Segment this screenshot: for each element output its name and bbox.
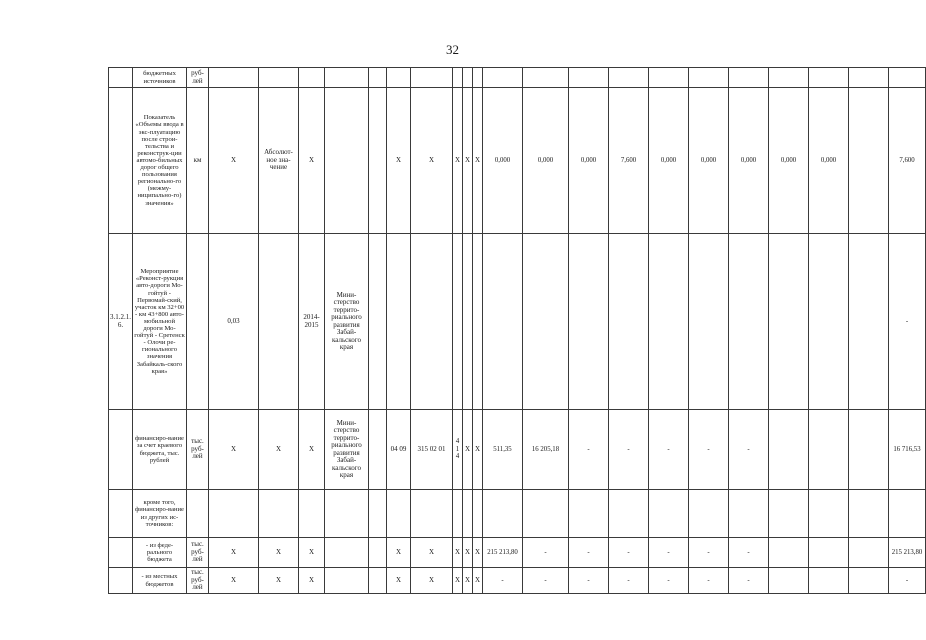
table-cell — [325, 68, 369, 88]
table-cell — [259, 490, 299, 538]
table-cell — [809, 410, 849, 490]
table-cell: X — [411, 568, 453, 594]
table-cell: X — [463, 88, 473, 234]
table-cell: 2014-2015 — [299, 234, 325, 410]
table-cell: - из феде-рального бюджета — [133, 538, 187, 568]
table-cell: - — [609, 538, 649, 568]
table-cell — [369, 410, 387, 490]
table-row — [109, 88, 926, 234]
table-cell: 215 213,80 — [889, 538, 926, 568]
table-cell: X — [259, 538, 299, 568]
table-cell: 7,600 — [889, 88, 926, 234]
table-cell — [889, 68, 926, 88]
table-cell — [209, 490, 259, 538]
table-cell — [569, 68, 609, 88]
table-cell — [729, 234, 769, 410]
table-cell: 0,000 — [649, 88, 689, 234]
table-cell — [187, 234, 209, 410]
table-cell: Мероприятие «Реконст-рукция авто-дороги Мо-гойтуй - Первомай-ский, участок км 32+00 - км 43+800 авто-мобильной дороги Мо-гойтуй - Сретенск - Олочи ре-гионального значения Забайкаль-ского края» — [133, 234, 187, 410]
table-cell — [609, 234, 649, 410]
table-cell — [369, 68, 387, 88]
table-cell: X — [387, 88, 411, 234]
table-cell: X — [259, 568, 299, 594]
table-cell — [109, 68, 133, 88]
table-cell — [523, 234, 569, 410]
table-cell: - — [729, 568, 769, 594]
table-cell: 0,000 — [569, 88, 609, 234]
table-cell: Показатель «Объемы ввода в экс-плуатацию после строи-тельства и реконструк-ции автомо-бильных дорог общего пользования регионально-го (межму-ниципально-го) значения» — [133, 88, 187, 234]
table-cell: X — [299, 538, 325, 568]
table-cell: - из местных бюджетов — [133, 568, 187, 594]
table-cell — [769, 538, 809, 568]
table-row — [109, 68, 926, 88]
table-cell — [889, 490, 926, 538]
table-cell: кроме того, финансиро-вание из других ис-точников: — [133, 490, 187, 538]
table-cell — [849, 538, 889, 568]
table-cell — [569, 234, 609, 410]
table-cell — [769, 410, 809, 490]
table-cell — [689, 490, 729, 538]
table-cell — [109, 88, 133, 234]
table-cell: X — [453, 88, 463, 234]
table-cell: 16 716,53 — [889, 410, 926, 490]
table-cell — [411, 68, 453, 88]
table-cell — [369, 538, 387, 568]
table-cell — [325, 538, 369, 568]
table-cell: 0,000 — [483, 88, 523, 234]
table-cell — [369, 568, 387, 594]
table-cell — [299, 490, 325, 538]
table-cell — [109, 410, 133, 490]
table-row — [109, 490, 926, 538]
table-cell: - — [649, 538, 689, 568]
table-cell — [729, 490, 769, 538]
table-cell — [299, 68, 325, 88]
table-cell: X — [473, 568, 483, 594]
table-cell: 0,000 — [769, 88, 809, 234]
table-cell: - — [649, 568, 689, 594]
table-cell: - — [729, 410, 769, 490]
table-cell — [849, 490, 889, 538]
table-cell — [453, 234, 463, 410]
table-cell: - — [523, 568, 569, 594]
table-cell — [259, 234, 299, 410]
table-cell — [729, 68, 769, 88]
table-cell — [649, 234, 689, 410]
table-cell: X — [299, 568, 325, 594]
table-cell — [769, 68, 809, 88]
table-cell — [209, 68, 259, 88]
table-cell: - — [569, 410, 609, 490]
table-cell: - — [689, 538, 729, 568]
table-row — [109, 234, 926, 410]
table-cell: X — [463, 538, 473, 568]
table-cell — [849, 68, 889, 88]
table-cell: - — [889, 568, 926, 594]
table-cell — [523, 68, 569, 88]
table-cell — [849, 88, 889, 234]
table-cell: X — [473, 410, 483, 490]
page-number: 32 — [446, 42, 459, 57]
table-cell: 0,000 — [809, 88, 849, 234]
table-cell: км — [187, 88, 209, 234]
table-cell: тыс. руб-лей — [187, 538, 209, 568]
table-cell — [769, 490, 809, 538]
table-cell: X — [463, 410, 473, 490]
table-cell: X — [473, 88, 483, 234]
table-cell: - — [609, 568, 649, 594]
table-cell: 7,600 — [609, 88, 649, 234]
table-cell: 16 205,18 — [523, 410, 569, 490]
table-cell: X — [411, 88, 453, 234]
table-cell — [483, 68, 523, 88]
table-row — [109, 538, 926, 568]
table-cell — [649, 68, 689, 88]
table-cell: - — [689, 568, 729, 594]
table-cell — [325, 490, 369, 538]
table-cell: бюджетных источников — [133, 68, 187, 88]
table-cell — [453, 68, 463, 88]
table-cell: - — [649, 410, 689, 490]
table-cell — [109, 538, 133, 568]
table-cell: 04 09 — [387, 410, 411, 490]
table-cell — [463, 68, 473, 88]
table-cell — [109, 568, 133, 594]
table-cell — [769, 234, 809, 410]
table-cell: - — [569, 538, 609, 568]
table-cell — [769, 568, 809, 594]
table-cell — [325, 88, 369, 234]
table-row — [109, 568, 926, 594]
table-cell: - — [523, 538, 569, 568]
table-cell: 315 02 01 — [411, 410, 453, 490]
table-cell — [473, 68, 483, 88]
table-cell — [259, 68, 299, 88]
table-cell: 4 1 4 — [453, 410, 463, 490]
table-cell — [463, 234, 473, 410]
table-cell: X — [209, 410, 259, 490]
table-cell: - — [569, 568, 609, 594]
table-cell: Абсолют-ное зна-чение — [259, 88, 299, 234]
table-cell: руб-лей — [187, 68, 209, 88]
table-cell — [369, 234, 387, 410]
table-cell — [473, 490, 483, 538]
table-cell — [523, 490, 569, 538]
table-cell: - — [889, 234, 926, 410]
table-cell — [387, 234, 411, 410]
table-cell — [483, 490, 523, 538]
table-cell — [473, 234, 483, 410]
table-cell — [809, 68, 849, 88]
table-cell — [689, 68, 729, 88]
table-cell: тыс. руб-лей — [187, 410, 209, 490]
table-cell: - — [483, 568, 523, 594]
table-cell — [649, 490, 689, 538]
table-cell: X — [387, 538, 411, 568]
table-cell: - — [609, 410, 649, 490]
table-cell — [849, 234, 889, 410]
table-cell — [809, 538, 849, 568]
table-cell — [809, 490, 849, 538]
table-cell: X — [299, 88, 325, 234]
table-cell: X — [209, 538, 259, 568]
table-cell: - — [689, 410, 729, 490]
table-cell — [609, 68, 649, 88]
table-cell — [369, 88, 387, 234]
table-row — [109, 410, 926, 490]
table-cell: 0,000 — [523, 88, 569, 234]
table-cell — [325, 568, 369, 594]
table-cell: X — [453, 568, 463, 594]
table-cell: X — [209, 568, 259, 594]
table-cell: X — [209, 88, 259, 234]
table-cell: финансиро-вание за счет краевого бюджета, тыс. рублей — [133, 410, 187, 490]
table-cell: X — [299, 410, 325, 490]
table-cell: 0,000 — [729, 88, 769, 234]
program-table — [108, 67, 926, 594]
table-cell — [609, 490, 649, 538]
table-cell: тыс. руб-лей — [187, 568, 209, 594]
table-cell — [411, 234, 453, 410]
table-cell: X — [473, 538, 483, 568]
table-cell — [569, 490, 609, 538]
table-cell — [689, 234, 729, 410]
table-cell — [453, 490, 463, 538]
table-cell: 215 213,80 — [483, 538, 523, 568]
table-cell — [109, 490, 133, 538]
table-cell — [809, 568, 849, 594]
table-cell: X — [453, 538, 463, 568]
table-cell: Мини-стерство террито-риального развития Забай-кальского края — [325, 234, 369, 410]
table-cell — [387, 490, 411, 538]
table-cell: 511,35 — [483, 410, 523, 490]
table-cell: X — [387, 568, 411, 594]
table-cell: X — [411, 538, 453, 568]
table-cell: - — [729, 538, 769, 568]
table-cell: X — [463, 568, 473, 594]
table-cell — [809, 234, 849, 410]
table-body — [109, 68, 926, 594]
table-cell: Мини-стерство террито-риального развития Забай-кальского края — [325, 410, 369, 490]
table-cell: X — [259, 410, 299, 490]
table-cell — [849, 568, 889, 594]
table-cell — [463, 490, 473, 538]
table-cell — [849, 410, 889, 490]
table-cell — [411, 490, 453, 538]
table-cell — [369, 490, 387, 538]
table-cell — [483, 234, 523, 410]
table-cell — [387, 68, 411, 88]
table-cell — [187, 490, 209, 538]
table-cell: 0,000 — [689, 88, 729, 234]
table-cell: 0,03 — [209, 234, 259, 410]
table-cell: 3.1.2.1.6. — [109, 234, 133, 410]
